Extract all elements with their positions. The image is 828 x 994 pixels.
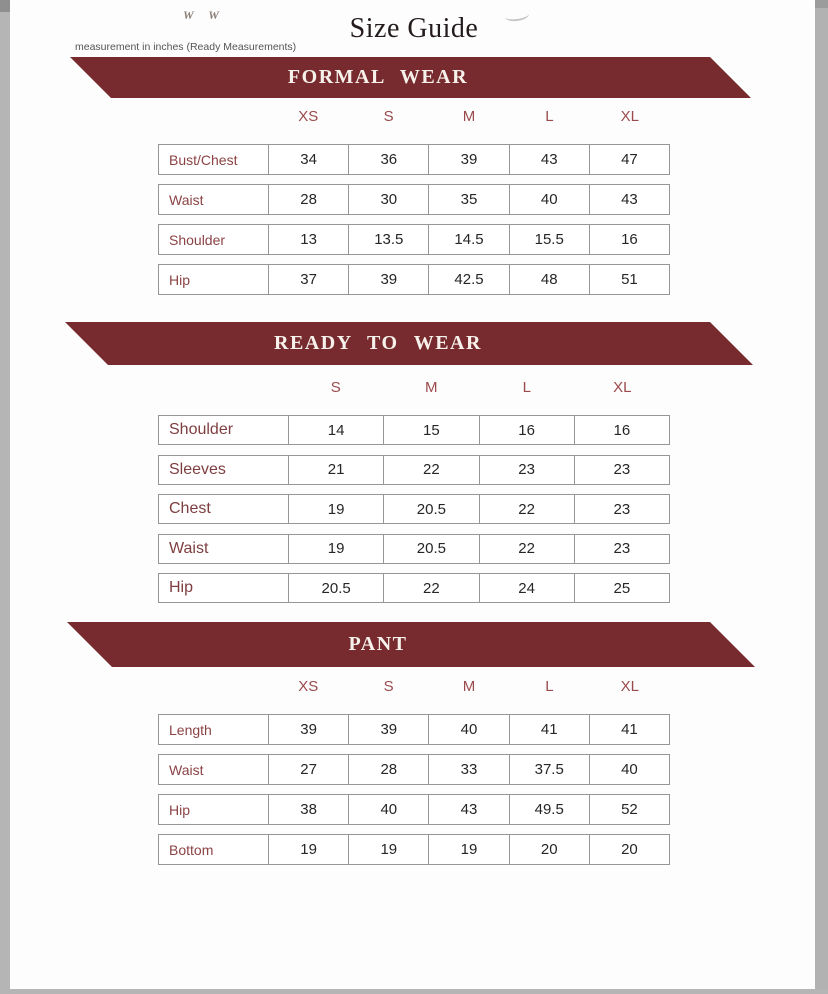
cell-value: 14 [289, 416, 384, 444]
cell-value: 15.5 [510, 225, 590, 254]
cell-value: 21 [289, 456, 384, 484]
header-spacer [158, 108, 268, 128]
column-header-xl: XL [613, 379, 632, 396]
cell-value: 19 [429, 835, 509, 864]
left-edge-strip [0, 0, 10, 994]
row-label: Hip [159, 795, 269, 824]
cell-value: 23 [613, 461, 631, 478]
cell-value: 24 [480, 574, 575, 602]
row-label: Chest [159, 495, 289, 523]
column-headers [158, 379, 670, 399]
row-label: Hip [159, 265, 269, 294]
column-header-s: S [383, 108, 394, 125]
cell-value: 16 [480, 416, 575, 444]
cell-value: 39 [269, 715, 349, 744]
cell-value: 33 [429, 755, 509, 784]
row-label: Waist [159, 185, 269, 214]
table-row [158, 714, 670, 745]
table-row [158, 144, 670, 175]
row-label: Waist [159, 535, 289, 563]
cell-value: 19 [289, 495, 384, 523]
banner-pant [0, 622, 828, 667]
table-row [158, 534, 670, 564]
cell-value: 22 [384, 456, 479, 484]
page-title: Size Guide [349, 13, 479, 44]
row-label: Sleeves [159, 456, 289, 484]
cell-value: 42.5 [429, 265, 509, 294]
cell-value: 40 [429, 715, 509, 744]
cell-value: 19 [349, 835, 429, 864]
banner-title: PANT [348, 633, 408, 655]
column-header-l: L [545, 108, 554, 125]
table-row [158, 184, 670, 215]
cell-value: 37.5 [510, 755, 590, 784]
row-label: Length [159, 715, 269, 744]
column-headers [158, 678, 670, 698]
table-row [158, 224, 670, 255]
cell-value: 40 [621, 761, 638, 778]
table-row [158, 754, 670, 785]
row-label: Hip [159, 574, 289, 602]
pant-table [158, 678, 670, 874]
cell-value: 38 [269, 795, 349, 824]
banner-ready-to-wear [0, 322, 828, 365]
cell-value: 36 [349, 145, 429, 174]
cell-value: 39 [349, 265, 429, 294]
cell-value: 23 [480, 456, 575, 484]
column-header-m: M [425, 379, 438, 396]
cell-value: 13 [269, 225, 349, 254]
cell-value: 14.5 [429, 225, 509, 254]
cell-value: 20.5 [384, 535, 479, 563]
column-headers [158, 108, 670, 128]
cell-value: 48 [510, 265, 590, 294]
cell-value: 49.5 [510, 795, 590, 824]
column-header-s: S [330, 379, 341, 396]
banner-formal-wear [0, 57, 828, 98]
header-spacer [158, 678, 268, 698]
cell-value: 16 [613, 421, 631, 439]
column-header-m: M [462, 108, 476, 125]
row-label: Waist [159, 755, 269, 784]
cell-value: 40 [510, 185, 590, 214]
cell-value: 20 [621, 841, 638, 858]
cell-value: 22 [480, 495, 575, 523]
table-row [158, 494, 670, 524]
cell-value: 15 [384, 416, 479, 444]
cell-value: 52 [621, 801, 638, 818]
table-row [158, 573, 670, 603]
cell-value: 25 [613, 579, 631, 597]
cell-value: 34 [269, 145, 349, 174]
table-row [158, 415, 670, 445]
table-row [158, 794, 670, 825]
cell-value: 23 [613, 540, 631, 557]
column-header-l: L [522, 379, 531, 396]
ready-to-wear-table [158, 379, 670, 613]
cell-value: 20 [510, 835, 590, 864]
cell-value: 27 [269, 755, 349, 784]
row-label: Bust/Chest [159, 145, 269, 174]
cell-value: 39 [349, 715, 429, 744]
cell-value: 22 [480, 535, 575, 563]
column-header-xl: XL [620, 108, 639, 125]
cell-value: 16 [621, 231, 638, 248]
cell-value: 47 [621, 151, 638, 168]
column-header-xl: XL [620, 678, 639, 695]
cell-value: 35 [429, 185, 509, 214]
cell-value: 43 [429, 795, 509, 824]
row-label: Shoulder [159, 225, 269, 254]
column-header-xs: XS [298, 678, 319, 695]
column-header-m: M [462, 678, 476, 695]
cell-value: 37 [269, 265, 349, 294]
cell-value: 28 [269, 185, 349, 214]
top-right-corner [815, 0, 828, 8]
cell-value: 23 [613, 500, 631, 518]
cell-value: 20.5 [289, 574, 384, 602]
measurement-note: measurement in inches (Ready Measurements) [75, 41, 297, 53]
cell-value: 13.5 [349, 225, 429, 254]
row-label: Bottom [159, 835, 269, 864]
table-row [158, 455, 670, 485]
table-row [158, 834, 670, 865]
brand-logo: W W [183, 8, 225, 22]
formal-wear-table [158, 108, 670, 304]
bottom-edge-strip [0, 989, 828, 994]
cell-value: 22 [384, 574, 479, 602]
right-edge-strip [815, 0, 828, 994]
cell-value: 41 [510, 715, 590, 744]
cell-value: 30 [349, 185, 429, 214]
cell-value: 28 [349, 755, 429, 784]
cell-value: 19 [289, 535, 384, 563]
cell-value: 40 [349, 795, 429, 824]
banner-title: FORMAL WEAR [287, 66, 469, 88]
cell-value: 20.5 [384, 495, 479, 523]
cell-value: 43 [621, 191, 638, 208]
top-left-corner [0, 0, 10, 12]
cell-value: 19 [269, 835, 349, 864]
banner-title: READY TO WEAR [274, 332, 482, 354]
column-header-l: L [545, 678, 554, 695]
column-header-xs: XS [298, 108, 319, 125]
table-row [158, 264, 670, 295]
row-label: Shoulder [159, 416, 289, 444]
cell-value: 39 [429, 145, 509, 174]
column-header-s: S [383, 678, 394, 695]
header-spacer [158, 379, 288, 399]
cell-value: 51 [621, 271, 638, 288]
cell-value: 43 [510, 145, 590, 174]
cell-value: 41 [621, 721, 638, 738]
